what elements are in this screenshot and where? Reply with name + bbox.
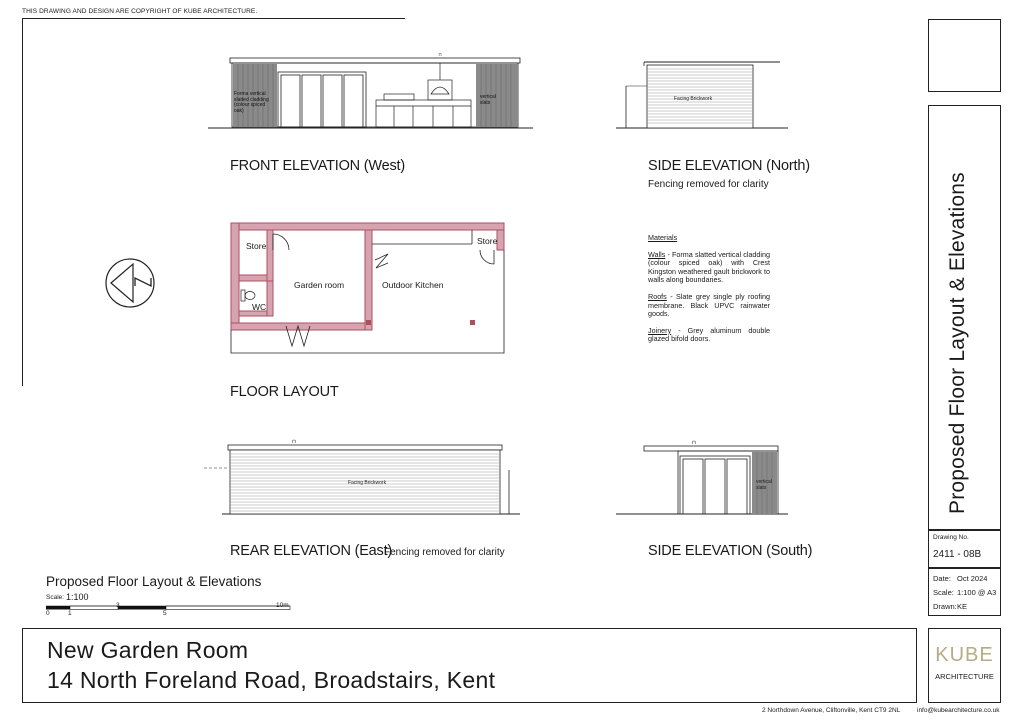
materials-walls-text: - Forma slatted vertical cladding (colour spiced oak) with Crest Kingston weathered gault brickwork to walls along boundaries. <box>648 249 770 285</box>
front-elevation-title: FRONT ELEVATION (West) <box>230 158 405 174</box>
side-north-title: SIDE ELEVATION (North) <box>648 158 810 174</box>
plan-garden-room-label: Garden room <box>294 280 345 290</box>
plan-outdoor-kitchen-label: Outdoor Kitchen <box>382 280 444 290</box>
rear-elevation-title: REAR ELEVATION (East) <box>230 543 393 559</box>
plan-wall-room-right <box>365 230 372 330</box>
scale-info-label: Scale: <box>933 588 954 597</box>
floor-layout-title: FLOOR LAYOUT <box>230 384 339 400</box>
drawing-no-value: 2411 - 08B <box>933 549 982 560</box>
footer-address: 2 Northdown Avenue, Cliftonville, Kent CT9 2NL <box>762 707 901 714</box>
materials-heading: Materials <box>648 233 678 242</box>
plan-store-right-label: Store <box>477 236 498 246</box>
logo-box <box>928 628 1001 703</box>
front-bifold-doors <box>278 72 366 127</box>
scale-label: Scale: <box>46 594 65 601</box>
materials-walls-key: Walls <box>648 249 666 259</box>
plan-wc-label: WC <box>252 302 267 312</box>
kube-logo: KUBE <box>935 644 994 666</box>
rear-brick-label: Facing Brickwork <box>348 480 387 486</box>
scale-value: 1:100 <box>66 592 89 602</box>
drawing-info-box <box>928 568 1001 616</box>
left-rule <box>22 18 23 386</box>
scale-tick-0: 0 <box>46 610 50 617</box>
side-south-title: SIDE ELEVATION (South) <box>648 543 813 559</box>
materials-roofs-key: Roofs <box>648 291 667 301</box>
top-rule <box>22 18 405 19</box>
drawn-label: Drawn: <box>933 602 957 611</box>
scale-tick-10m: 10m <box>276 602 289 609</box>
side-south-doors <box>680 456 750 514</box>
scale-tick-5: 5 <box>163 610 167 617</box>
scale-tick-3: 3 <box>116 602 120 609</box>
plan-wall-top <box>231 223 504 230</box>
floor-plan-drawing <box>228 220 510 356</box>
scale-bar <box>46 604 296 612</box>
svg-text:⊓: ⊓ <box>438 52 442 57</box>
rear-elevation-note: Fencing removed for clarity <box>384 547 505 558</box>
side-south-slats-label: vertical slats <box>756 479 772 491</box>
scale-tick-1: 1 <box>68 610 72 617</box>
svg-text:⊓: ⊓ <box>692 440 696 446</box>
title-block-top-box <box>928 19 1001 92</box>
materials-joinery-text: - Grey aluminum double glazed bifold doors. <box>648 325 770 344</box>
plan-wall-left <box>231 223 239 330</box>
materials-joinery-key: Joinery <box>648 325 672 335</box>
plan-wall-right <box>497 230 504 250</box>
scale-info-value: 1:100 @ A3 <box>957 588 997 597</box>
plan-wall-bottom-room <box>231 323 372 330</box>
side-north-elevation-drawing <box>616 58 788 130</box>
drawing-number-box <box>928 530 1001 568</box>
materials-notes <box>648 234 770 344</box>
title-block-title-box <box>928 105 1001 530</box>
project-address: 14 North Foreland Road, Broadstairs, Kent <box>47 667 496 693</box>
date-label: Date: <box>933 574 951 583</box>
vertical-sheet-title: Proposed Floor Layout & Elevations <box>946 172 969 514</box>
drawing-no-label: Drawing No. <box>933 534 969 541</box>
rear-elevation-drawing <box>204 436 520 516</box>
sheet-title: Proposed Floor Layout & Elevations <box>46 574 262 589</box>
north-arrow-icon <box>103 256 157 310</box>
side-south-elevation-drawing <box>616 438 788 516</box>
date-value: Oct 2024 <box>957 574 988 583</box>
project-name: New Garden Room <box>47 637 249 663</box>
drawn-value: KE <box>957 602 968 611</box>
front-slats-label: vertical slats <box>480 94 496 106</box>
svg-text:⊓: ⊓ <box>292 439 296 445</box>
plan-store-left-label: Store <box>246 241 267 251</box>
project-title-box <box>22 628 917 703</box>
front-kitchen-units <box>376 63 471 127</box>
front-cladding-label: Forma vertical slatted cladding (colour spiced oak) <box>234 91 269 114</box>
logo-architecture: ARCHITECTURE <box>935 672 994 681</box>
copyright-notice: THIS DRAWING AND DESIGN ARE COPYRIGHT OF KUBE ARCHITECTURE. <box>22 8 258 15</box>
side-north-brick-label: Facing Brickwork <box>674 96 713 102</box>
side-north-note: Fencing removed for clarity <box>648 179 769 190</box>
footer-email[interactable]: info@kubearchitecture.co.uk <box>917 707 1000 714</box>
materials-roofs-text: - Slate grey single ply roofing membrane. Black UPVC rainwater goods. <box>648 291 770 319</box>
